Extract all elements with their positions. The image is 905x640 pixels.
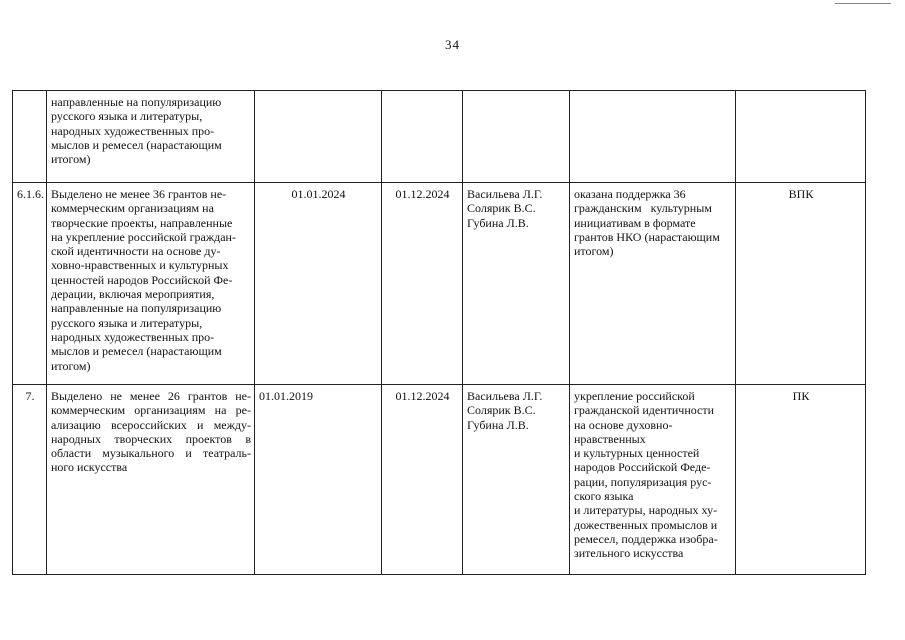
description-line: русского языка и литературы, (51, 315, 203, 330)
table-row (13, 183, 866, 385)
expected-result (570, 183, 736, 385)
corner-scan-mark (835, 3, 891, 4)
row-number (13, 91, 47, 183)
responsible (463, 385, 570, 575)
result-line: инициативам в формате (574, 215, 696, 230)
responsible-person: Солярик В.С. (467, 403, 536, 418)
description-line: направленные на популяризацию (51, 301, 222, 316)
end-date: 01.12.2024 (382, 183, 463, 385)
description-line: Выделено не менее 36 грантов не- (51, 187, 227, 201)
start-date: 01.01.2024 (255, 183, 382, 385)
result-line: и культурных ценностей (574, 446, 700, 461)
result-line: и литературы, народных ху- (574, 503, 718, 518)
description-line: Выделено не менее 26 грантов не- (51, 389, 251, 403)
result-line: оказана поддержка 36 (574, 187, 686, 201)
responsible-person: Васильева Л.Г. (467, 389, 543, 403)
result-line: грантов НКО (нарастающим (574, 229, 720, 244)
description-line: ховно-нравственных и культурных (51, 258, 229, 273)
description-line: мыслов и ремесел (нарастающим (51, 344, 222, 359)
description-line: итогом) (51, 358, 91, 373)
control-level: ПК (736, 385, 866, 575)
row-description (47, 91, 255, 183)
control-level (736, 91, 866, 183)
end-date: 01.12.2024 (382, 385, 463, 575)
responsible (463, 183, 570, 385)
description-line: коммерческим организациям на ре- (51, 403, 251, 418)
result-line: гражданским культурным (574, 201, 712, 216)
row-number: 7. (13, 385, 47, 575)
description-line: народных художественных про- (51, 329, 215, 344)
result-line: зительного искусства (574, 546, 684, 561)
row-description (47, 183, 255, 385)
description-line: ализацию всероссийских и между- (51, 417, 251, 432)
page-number: 34 (445, 37, 460, 52)
result-line: укрепление российской (574, 389, 695, 403)
result-line: итогом) (574, 244, 614, 259)
result-line: на основе духовно- (574, 417, 673, 432)
result-line: гражданской идентичности (574, 403, 715, 418)
description-line: области музыкального и театраль- (51, 446, 251, 461)
description-line: мыслов и ремесел (нарастающим (51, 137, 222, 152)
responsible-person: Губина Л.В. (467, 215, 529, 230)
row-number: 6.1.6. (13, 183, 47, 385)
description-line: ской идентичности на основе ду- (51, 244, 221, 259)
row-description (47, 385, 255, 575)
result-line: ремесел, поддержка изобра- (574, 531, 718, 546)
description-line: на укрепление российской граждан- (51, 229, 236, 244)
plan-table (12, 90, 866, 575)
description-line: ного искусства (51, 460, 128, 475)
description-line: коммерческим организациям на (51, 201, 214, 216)
description-line: народных творческих проектов в (51, 431, 251, 446)
responsible (463, 91, 570, 183)
start-date (255, 91, 382, 183)
end-date (382, 91, 463, 183)
table-row (13, 385, 866, 575)
result-line: нравственных (574, 431, 646, 446)
description-line: народных художественных про- (51, 123, 215, 138)
expected-result (570, 385, 736, 575)
description-line: русского языка и литературы, (51, 109, 203, 124)
result-line: народов Российской Феде- (574, 460, 711, 475)
responsible-person: Васильева Л.Г. (467, 187, 543, 201)
description-line: дерации, включая мероприятия, (51, 287, 215, 302)
table-row (13, 91, 866, 183)
description-line: направленные на популяризацию (51, 95, 222, 109)
result-line: ского языка (574, 489, 634, 504)
result-line: рации, популяризация рус- (574, 474, 712, 489)
description-line: ценностей народов Российской Фе- (51, 272, 233, 287)
description-line: итогом) (51, 152, 91, 167)
description-line: творческие проекты, направленные (51, 215, 233, 230)
control-level: ВПК (736, 183, 866, 385)
responsible-person: Солярик В.С. (467, 201, 536, 216)
expected-result (570, 91, 736, 183)
result-line: дожественных промыслов и (574, 517, 718, 532)
start-date: 01.01.2019 (255, 385, 382, 575)
responsible-person: Губина Л.В. (467, 417, 529, 432)
